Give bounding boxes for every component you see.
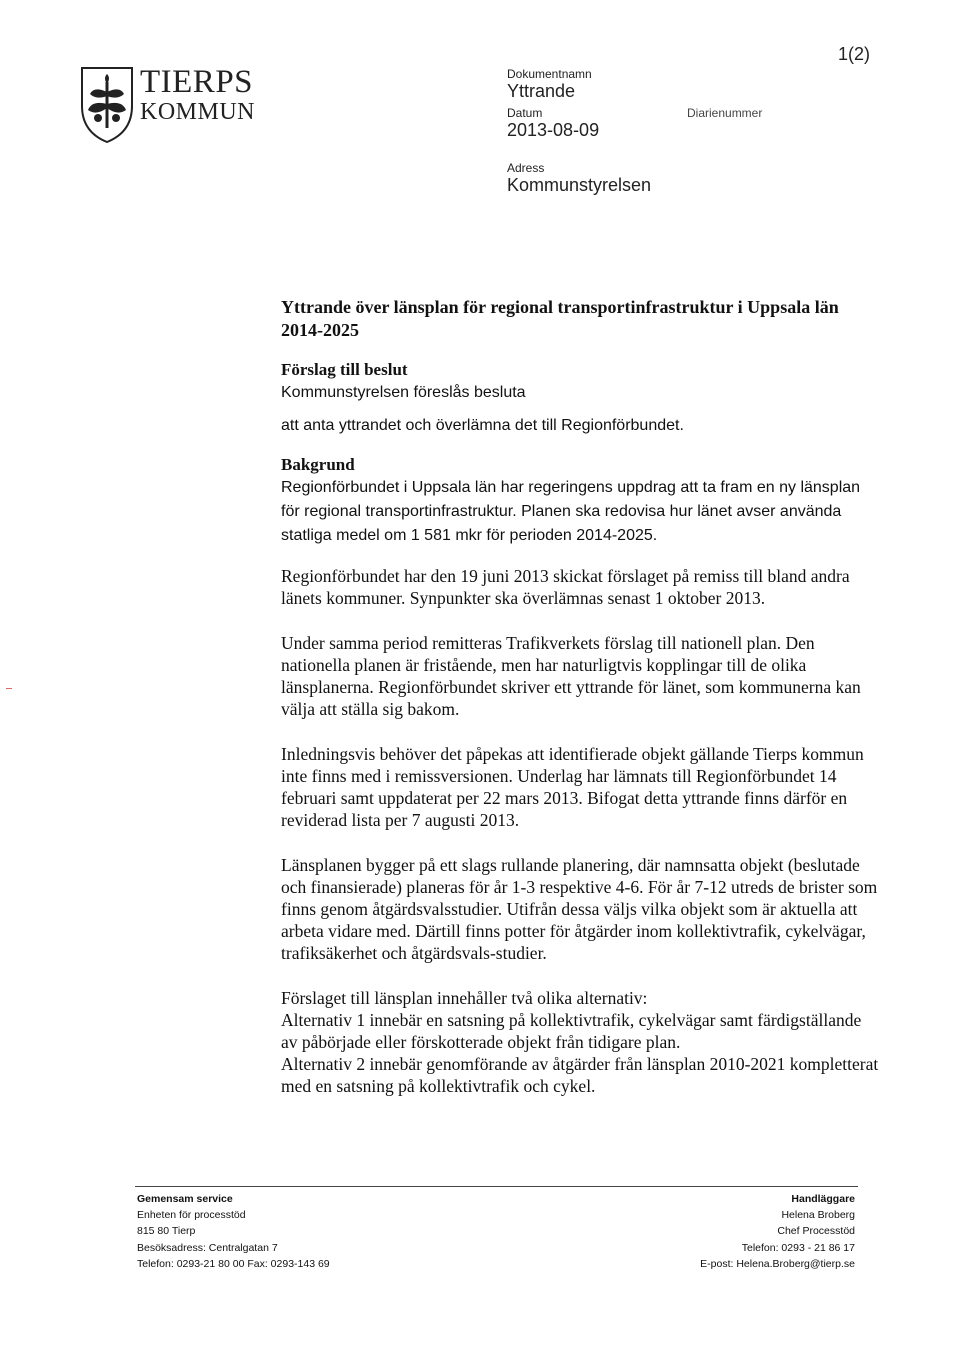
date-label: Datum bbox=[507, 106, 543, 120]
footer-org-postal: 815 80 Tierp bbox=[137, 1225, 196, 1238]
decision-heading: Förslag till beslut bbox=[281, 360, 408, 379]
footer-officer-email[interactable]: E-post: Helena.Broberg@tierp.se bbox=[700, 1257, 855, 1270]
document-name-label: Dokumentnamn bbox=[507, 67, 592, 81]
footer-officer-phone: Telefon: 0293 - 21 86 17 bbox=[741, 1241, 855, 1254]
municipality-logo bbox=[78, 62, 398, 152]
footer-officer-name: Helena Broberg bbox=[781, 1209, 855, 1222]
address-value: Kommunstyrelsen bbox=[507, 175, 652, 195]
diary-number-label: Diarienummer bbox=[687, 106, 763, 120]
footer-case-officer bbox=[495, 1191, 855, 1272]
coat-of-arms-icon bbox=[78, 62, 136, 144]
margin-mark bbox=[6, 688, 12, 689]
footer-org-unit: Enheten för processtöd bbox=[137, 1209, 246, 1222]
footer-organization bbox=[137, 1191, 497, 1272]
date-value: 2013-08-09 bbox=[507, 120, 600, 140]
page-number: 1(2) bbox=[837, 44, 870, 64]
background-heading: Bakgrund bbox=[281, 455, 355, 474]
document-title: Yttrande över länsplan för regional transportinfrastruktur i Uppsala län 2014-2025 bbox=[281, 297, 839, 340]
footer-org-visit-address: Besöksadress: Centralgatan 7 bbox=[137, 1241, 278, 1254]
footer-officer-title: Handläggare bbox=[791, 1193, 855, 1205]
document-name-value: Yttrande bbox=[507, 81, 576, 101]
background-paragraph-5: Länsplanen bygger på ett slags rullande planering, där namnsatta objekt (beslutade och finansierade) planeras för år 1-3 respektive 4-6. För år 7-12 utreds de brister som finns genom åtgärdsvalsstudier. Utifrån dessa väljs vilka objekt som är aktuella att arbeta vidare med. Därtill finns potter för åtgärder inom kollektivtrafik, cykelvägar, trafiksäkerhet och åtgärdsvals-studier. bbox=[281, 855, 878, 963]
footer-officer-role: Chef Processtöd bbox=[777, 1225, 855, 1238]
alternatives-intro: Förslaget till länsplan innehåller två olika alternativ: bbox=[281, 988, 648, 1008]
footer-divider bbox=[135, 1186, 858, 1187]
background-paragraph-1: Regionförbundet i Uppsala län har regeringens uppdrag att ta fram en ny länsplan för regional transportinfrastruktur. Planen ska redovisa hur länet avser använda statliga medel om 1 581 mkr för perioden 2014-2025. bbox=[281, 479, 861, 544]
decision-line2: att anta yttrandet och överlämna det till Regionförbundet. bbox=[281, 417, 684, 434]
logo-text-line1: TIERPS bbox=[140, 64, 254, 100]
footer-org-title: Gemensam service bbox=[137, 1193, 233, 1205]
address-label: Adress bbox=[507, 161, 545, 175]
logo-text-line2: KOMMUN bbox=[140, 99, 256, 125]
document-body bbox=[281, 296, 881, 1097]
background-paragraph-4: Inledningsvis behöver det påpekas att identifierade objekt gällande Tierps kommun inte finns med i remissversionen. Underlag har lämnats till Regionförbundet 14 februari samt uppdaterat per 22 mars 2013. Bifogat detta yttrande finns därför en reviderad lista per 7 augusti 2013. bbox=[281, 744, 864, 830]
background-paragraph-3: Under samma period remitteras Trafikverkets förslag till nationell plan. Den nationella planen är fristående, men har naturligtvis kopplingar till de olika länsplanerna. Regionförbundet skriver ett yttrande för länet, som kommunerna kan välja att ställa sig bakom. bbox=[281, 633, 861, 719]
decision-line1: Kommunstyrelsen föreslås besluta bbox=[281, 384, 526, 401]
background-paragraph-2: Regionförbundet har den 19 juni 2013 skickat förslaget på remiss till bland andra länets kommuner. Synpunkter ska överlämnas senast 1 oktober 2013. bbox=[281, 566, 850, 608]
footer-org-phone-fax: Telefon: 0293-21 80 00 Fax: 0293-143 69 bbox=[137, 1257, 330, 1270]
alternative-2: Alternativ 2 innebär genomförande av åtgärder från länsplan 2010-2021 kompletterat med en satsning på kollektivtrafik och cykel. bbox=[281, 1054, 879, 1096]
alternative-1: Alternativ 1 innebär en satsning på kollektivtrafik, cykelvägar samt färdigställande av påbörjade eller förskotterade objekt från tidigare plan. bbox=[281, 1010, 862, 1052]
